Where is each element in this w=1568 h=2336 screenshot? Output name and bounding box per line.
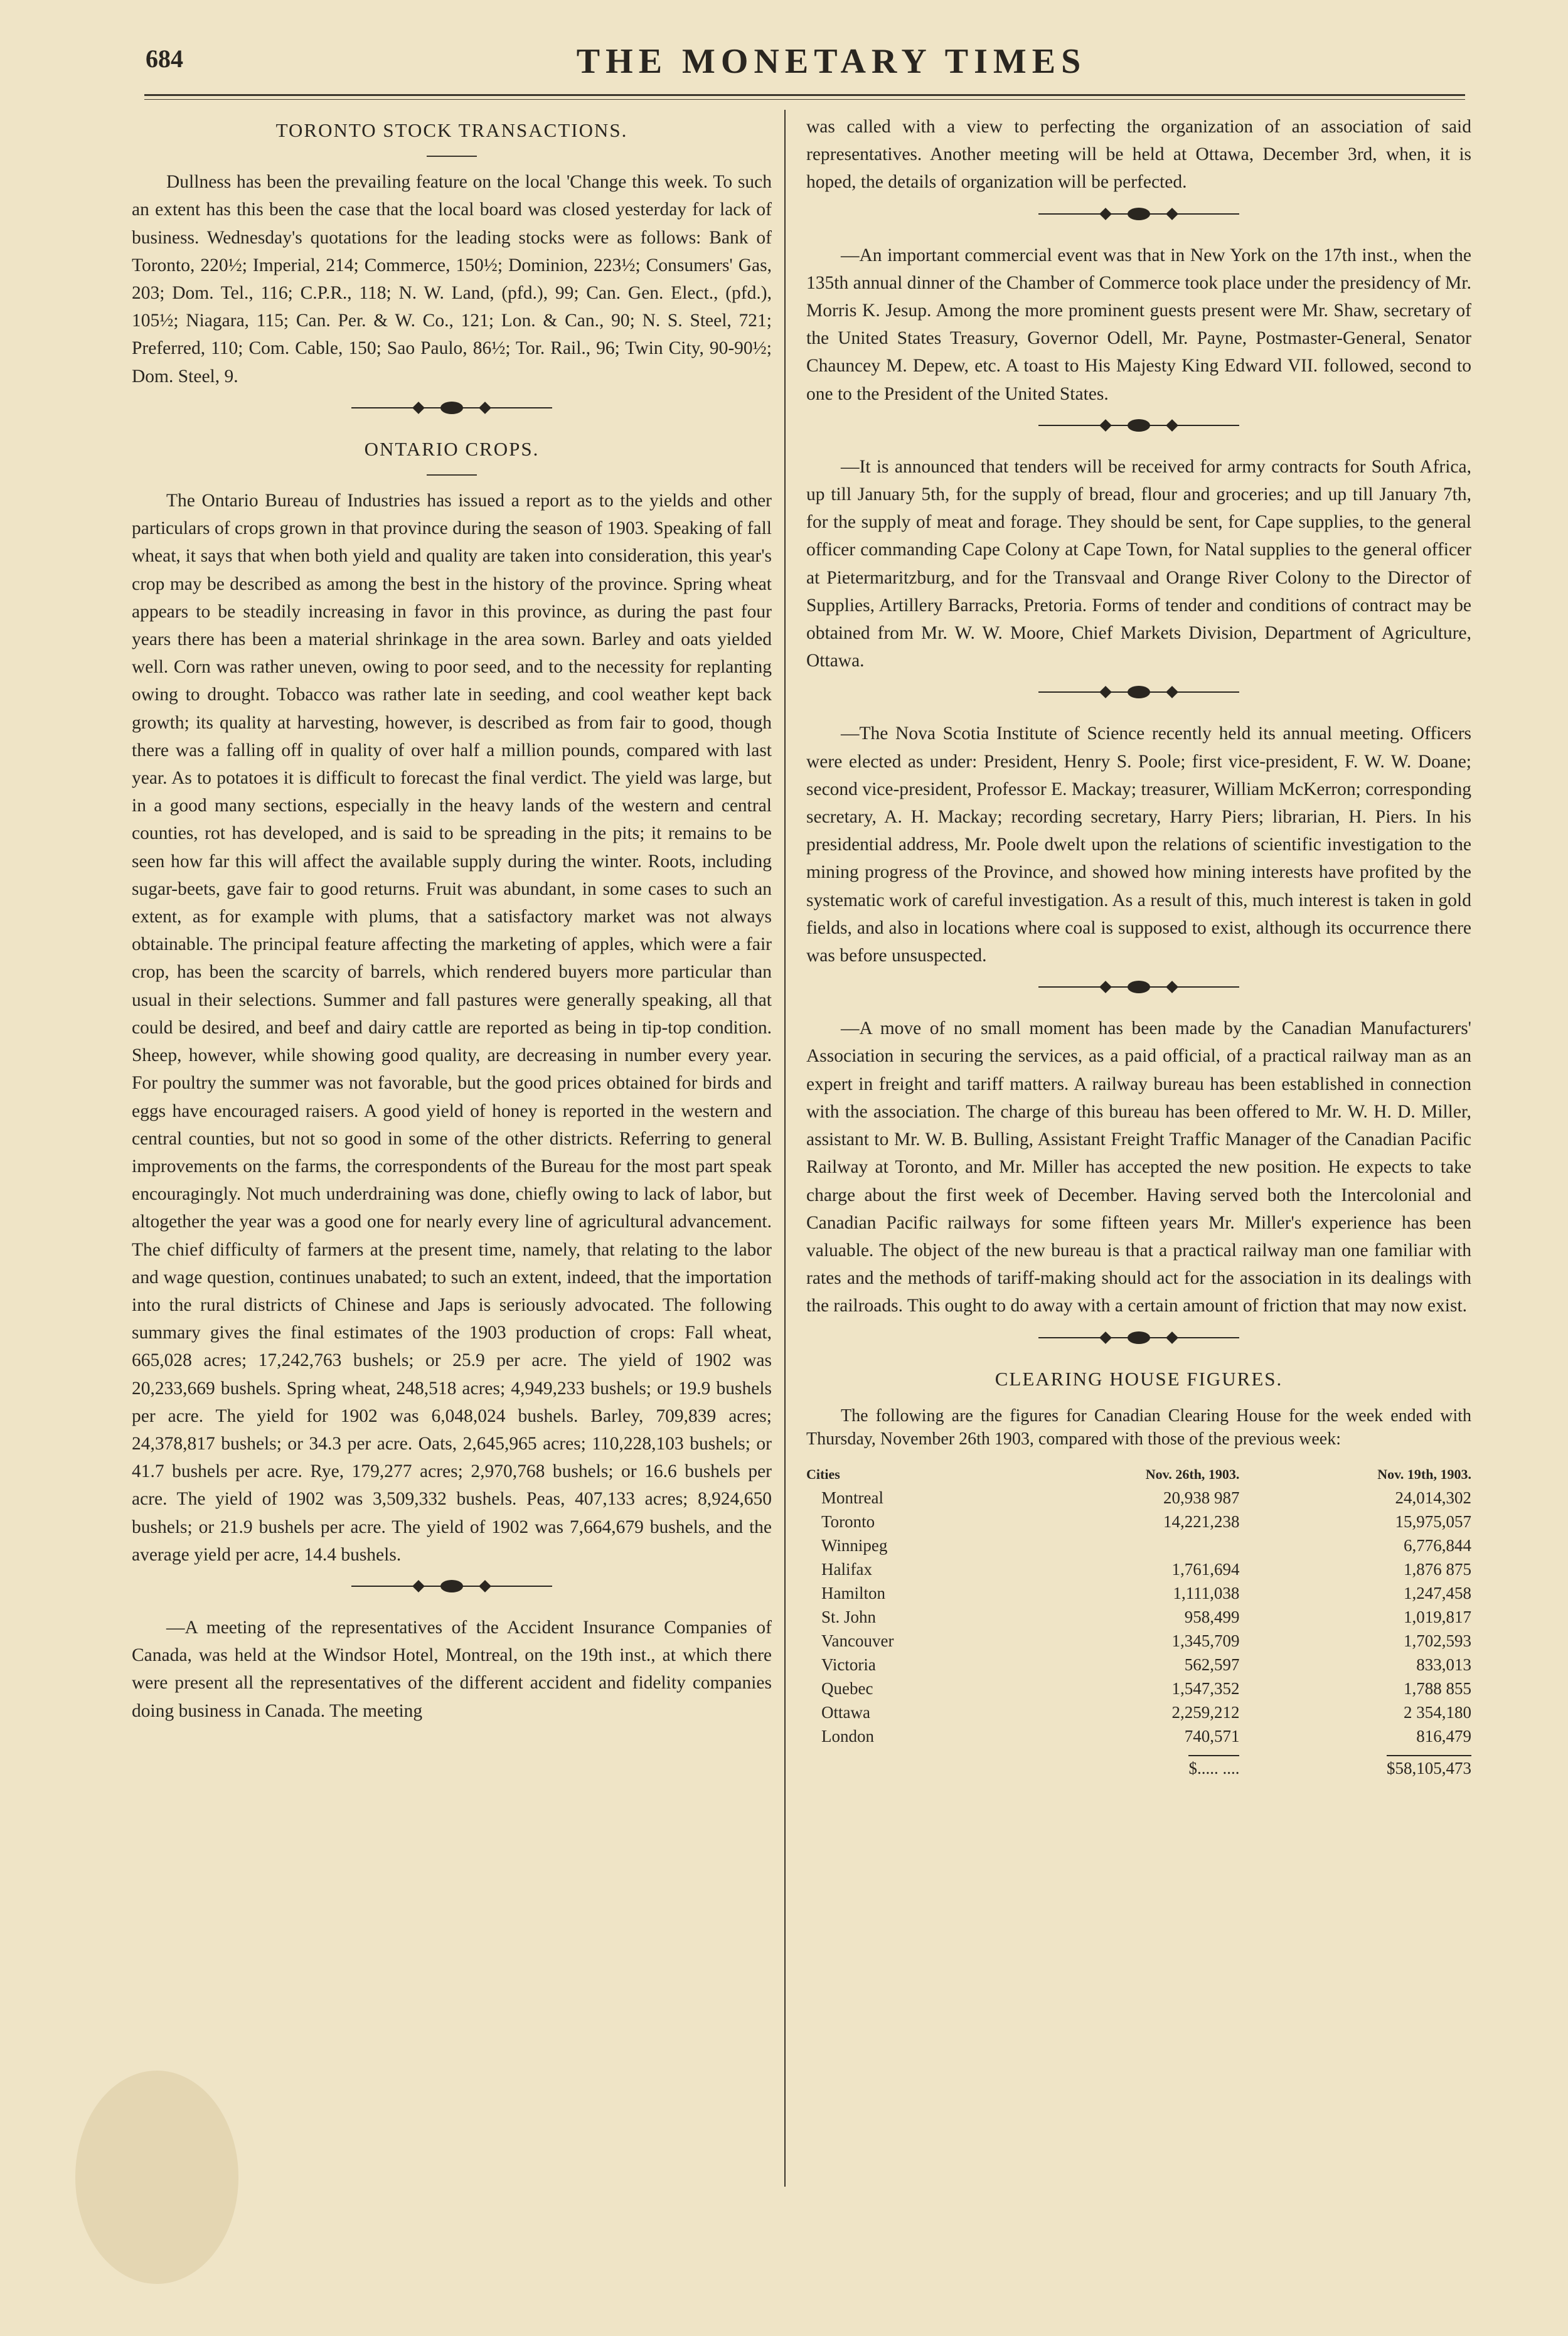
table-row (806, 1533, 1471, 1557)
ontario-crops-heading: ONTARIO CROPS. (364, 437, 540, 460)
clearing-house-rows (806, 1486, 1471, 1748)
accident-insurance-article: —A meeting of the representatives of the Accident Insurance Companies of Canada, was held at the Windsor Hotel, Montreal, on the 19th inst., at which there were present all the representatives of the different accident and fidelity companies doing business in Canada. The meeting (132, 1617, 772, 1721)
clearing-house-heading: CLEARING HOUSE FIGURES. (995, 1367, 1283, 1390)
city-cell: Winnipeg (821, 1535, 888, 1555)
city-cell: London (821, 1726, 874, 1746)
nov26-cell: 14,221,238 (1163, 1512, 1240, 1531)
masthead-rule-thin (144, 99, 1465, 100)
column-header: Nov. 26th, 1903. (1145, 1466, 1240, 1482)
column-divider (784, 110, 786, 2187)
section-ornament (351, 1574, 552, 1599)
section-ornament (1038, 413, 1239, 438)
table-row (806, 1557, 1471, 1581)
nov26-cell: 1,111,038 (1173, 1583, 1240, 1603)
clearing-house-intro: The following are the figures for Canadian Clearing House for the week ended with Thursday, November 26th 1903, compared with those of the previous week: (806, 1405, 1471, 1449)
nov26-cell: 2,259,212 (1171, 1702, 1240, 1722)
section-ornament (1038, 201, 1239, 227)
table-row (806, 1486, 1471, 1510)
city-cell: Victoria (821, 1655, 876, 1674)
masthead-rule (144, 94, 1465, 96)
city-cell: Ottawa (821, 1702, 870, 1722)
city-cell: St. John (821, 1607, 877, 1626)
nov19-cell: 24,014,302 (1395, 1488, 1471, 1507)
nov26-cell (1008, 1533, 1240, 1557)
right-column (806, 113, 1471, 1779)
city-cell: Toronto (821, 1512, 875, 1531)
nov19-cell: 2 354,180 (1404, 1702, 1471, 1722)
nov19-cell: 15,975,057 (1395, 1512, 1471, 1531)
total-nov26: $..... .... (1008, 1748, 1240, 1779)
table-total-row (806, 1748, 1471, 1779)
table-row (806, 1581, 1471, 1605)
city-cell: Montreal (821, 1488, 883, 1507)
nov19-cell: 1,019,817 (1404, 1607, 1471, 1626)
table-row (806, 1510, 1471, 1533)
nov19-cell: 833,013 (1416, 1655, 1471, 1674)
table-row (806, 1653, 1471, 1677)
toronto-stock-heading: TORONTO STOCK TRANSACTIONS. (275, 119, 628, 141)
city-cell: Halifax (821, 1559, 872, 1579)
nov26-cell: 1,547,352 (1171, 1678, 1240, 1698)
nov19-cell: 1,876 875 (1404, 1559, 1471, 1579)
city-cell: Hamilton (821, 1583, 885, 1603)
section-ornament (1038, 680, 1239, 705)
nov26-cell: 1,761,694 (1171, 1559, 1240, 1579)
heading-rule (427, 156, 477, 157)
page-number: 684 (146, 45, 183, 73)
nov19-cell: 816,479 (1416, 1726, 1471, 1746)
nov26-cell: 740,571 (1184, 1726, 1240, 1746)
section-ornament (1038, 974, 1239, 1000)
column-header: Nov. 19th, 1903. (1377, 1466, 1471, 1482)
table-header-row (806, 1463, 1471, 1486)
masthead: THE MONETARY TIMES (576, 42, 1087, 81)
nov19-cell: 6,776,844 (1404, 1535, 1471, 1555)
table-row (806, 1605, 1471, 1629)
city-cell: Vancouver (821, 1631, 894, 1650)
section-ornament (351, 395, 552, 420)
column-header: Cities (806, 1466, 840, 1482)
nov19-cell: 1,788 855 (1404, 1678, 1471, 1698)
table-row (806, 1700, 1471, 1724)
ontario-crops-article: The Ontario Bureau of Industries has issued a report as to the yields and other particulars of crops grown in that province during the season of 1903. Speaking of fall wheat, it says that when both yield and quality are taken into consideration, this year's crop may be described as among the best in the history of the province. Spring wheat appears to be steadily increasing in favor in this province, as during the past four years there has been a material shrinkage in the area sown. Barley and oats yielded well. Corn was rather uneven, owing to poor seed, and to the necessity for replanting owing to drought. Tobacco was rather late in seeding, and cool weather kept back growth; its quality at harvesting, however, is described as from fair to good, though there was a falling off in quality of over half a million pounds, compared with last year. As to potatoes it is difficult to forecast the final verdict. The yield was large, but in a good many sections, especially in the heavy lands of the western and central counties, rot has developed, and is said to be spreading in the pits; it remains to be seen how far this will affect the available supply during the winter. Roots, including sugar-beets, gave fair to good returns. Fruit was abundant, in some cases to such an extent, as for example with plums, that a satisfactory market was not always obtainable. The principal feature affecting the marketing of apples, which were a fair crop, has been the scarcity of barrels, which rendered buyers more particular than usual in their selections. Summer and fall pastures were generally speaking, all that could be desired, and beef and dairy cattle are reported as being in tip-top condition. Sheep, however, while showing good quality, are decreasing in number every year. For poultry the summer was not favorable, but the good prices obtained for birds and eggs have encouraged raisers. A good yield of honey is reported in the western and central counties, but not so good in some of the other districts. Referring to general improvements on the farms, the correspondents of the Bureau for the most part speak encouragingly. Not much underdraining was done, chiefly owing to lack of labor, but altogether the year was a good one for nearly every line of agricultural advancement. The chief difficulty of farmers at the present time, namely, that relating to the labor and wage question, continues unabated; to such an extent, indeed, that the importation into the rural districts of Chinese and Japs is seriously advocated. The following summary gives the final estimates of the 1903 production of crops: Fall wheat, 665,028 acres; 17,242,763 bushels; or 25.9 per acre. The yield of 1902 was 20,233,669 bushels. Spring wheat, 248,518 acres; 4,949,233 bushels; or 19.9 bushels per acre. The yield for 1902 was 6,048,024 bushels. Barley, 709,839 acres; 24,378,817 bushels; or 34.3 per acre. Oats, 2,645,965 acres; 110,228,103 bushels; or 41.7 bushels per acre. Rye, 179,277 acres; 2,970,768 bushels; or 16.6 bushels per acre. The yield of 1902 was 3,509,332 bushels. Peas, 407,133 acres; 8,924,650 bushels; or 21.9 bushels per acre. The yield of 1902 was 7,664,679 bushels, and the average yield per acre, 14.4 bushels. (132, 491, 772, 1565)
total-label-cell (806, 1748, 1008, 1779)
total-nov19: $58,105,473 (1239, 1748, 1471, 1779)
paper-stain (75, 2071, 238, 2284)
table-row (806, 1724, 1471, 1748)
accident-insurance-continued: was called with a view to perfecting the organization of an association of said representatives. Another meeting will be held at Ottawa, December 3rd, when, it is hoped, the details of organization will be perfected. (806, 117, 1471, 193)
nov26-cell: 1,345,709 (1171, 1631, 1240, 1650)
heading-rule (427, 474, 477, 476)
new-york-article: —An important commercial event was that in New York on the 17th inst., when the 135th annual dinner of the Chamber of Commerce took place under the presidency of Mr. Morris K. Jesup. Among the more prominent guests present were Mr. Shaw, secretary of the United States Treasury, Governor Odell, Mr. Payne, Postmaster-General, Senator Chauncey M. Depew, etc. A toast to His Majesty King Edward VII. followed, second to one to the President of the United States. (806, 245, 1471, 404)
army-contracts-article: —It is announced that tenders will be received for army contracts for South Africa, up till January 5th, for the supply of bread, flour and groceries; and up till January 7th, for the supply of meat and forage. They should be sent, for Cape supplies, to the general officer commanding Cape Colony at Cape Town, for Natal supplies to the general officer at Pietermaritzburg, and for the Transvaal and Orange River Colony to the Director of Supplies, Artillery Barracks, Pretoria. Forms of tender and conditions of contract may be obtained from Mr. W. W. Moore, Chief Markets Division, Department of Agriculture, Ottawa. (806, 456, 1471, 671)
nov26-cell: 20,938 987 (1163, 1488, 1240, 1507)
nov19-cell: 1,247,458 (1404, 1583, 1471, 1603)
manufacturers-association-article: —A move of no small moment has been made by the Canadian Manufacturers' Association in securing the services, as a paid official, of a practical railway man as an expert in freight and tariff matters. A railway bureau has been established in connection with the association. The charge of this bureau has been offered to Mr. W. H. D. Miller, assistant to Mr. W. B. Bulling, Assistant Freight Traffic Manager of the Canadian Pacific Railway at Toronto, and Mr. Miller has accepted the new position. He expects to take charge about the first week of December. Having served both the Intercolonial and Canadian Pacific railways for some fifteen years Mr. Miller's experience has been valuable. The object of the new bureau is that a practical railway man one familiar with rates and the methods of tariff-making should act for the association in its dealings with the railroads. This ought to do away with a certain amount of friction that may now exist. (806, 1018, 1471, 1316)
table-row (806, 1629, 1471, 1653)
nov26-cell: 562,597 (1184, 1655, 1240, 1674)
city-cell: Quebec (821, 1678, 873, 1698)
nov26-cell: 958,499 (1184, 1607, 1240, 1626)
toronto-stock-article: Dullness has been the prevailing feature on the local 'Change this week. To such an extent has this been the case that the local board was closed yesterday for lack of business. Wednesday's quotations for the leading stocks were as follows: Bank of Toronto, 220½; Imperial, 214; Commerce, 150½; Dominion, 223½; Consumers' Gas, 203; Dom. Tel., 116; C.P.R., 118; N. W. Land, (pfd.), 99; Can. Gen. Elect., (pfd.), 105½; Niagara, 115; Can. Per. & W. Co., 121; Lon. & Can., 90; N. S. Steel, 721; Preferred, 110; Com. Cable, 150; Sao Paulo, 86½; Tor. Rail., 96; Twin City, 90-90½; Dom. Steel, 9. (132, 172, 772, 387)
clearing-house-table (806, 1463, 1471, 1779)
left-column (132, 113, 772, 1729)
table-row (806, 1677, 1471, 1700)
section-ornament (1038, 1325, 1239, 1350)
nova-scotia-article: —The Nova Scotia Institute of Science recently held its annual meeting. Officers were elected as under: President, Henry S. Poole; first vice-president, F. W. W. Doane; second vice-president, Professor E. Mackay; treasurer, William McKerron; corresponding secretary, A. H. Mackay; recording secretary, Harry Piers; librarian, H. Piers. In his presidential address, Mr. Poole dwelt upon the relations of scientific investigation to the mining progress of the Province, and showed how mining interests have profited by the systematic work of careful investigation. As a result of this, much interest is taken in gold fields, and also in locations where coal is supposed to exist, although its occurrence there was before unsuspected. (806, 723, 1471, 966)
nov19-cell: 1,702,593 (1404, 1631, 1471, 1650)
